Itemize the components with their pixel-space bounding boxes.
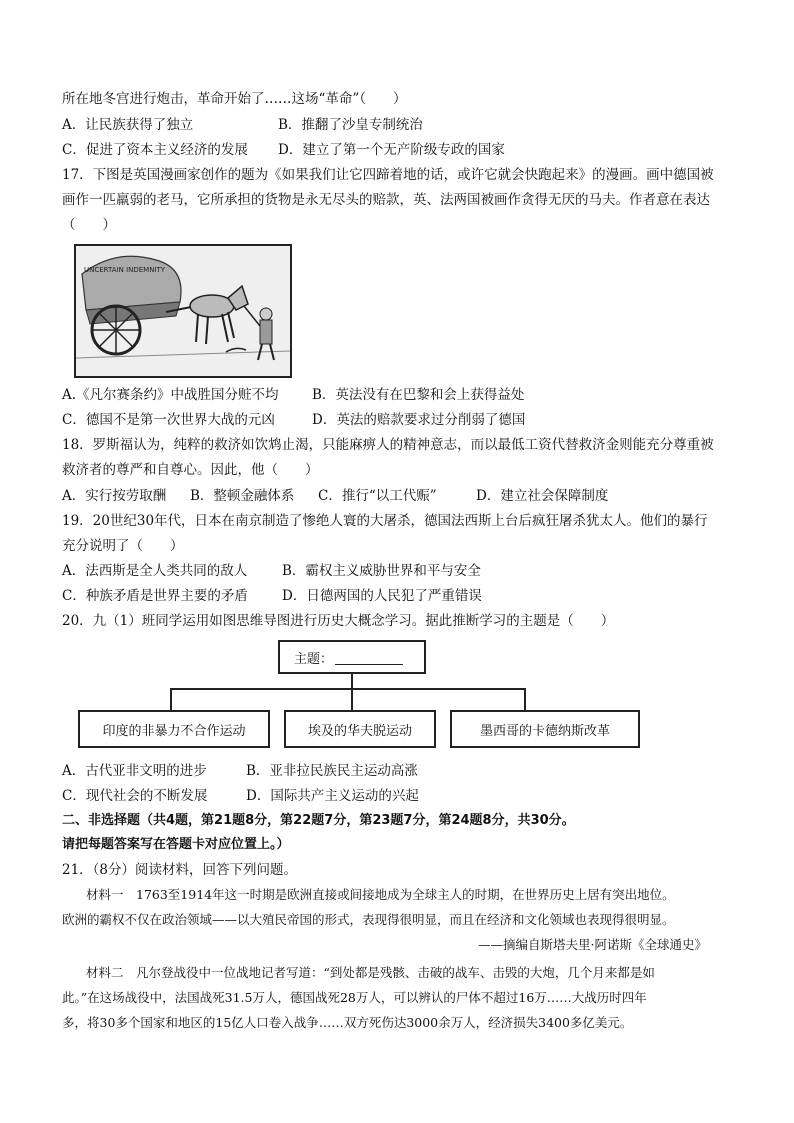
mindmap-connector-bar [170, 688, 526, 690]
mindmap-connector-left [170, 688, 172, 710]
q20-option-c: C．现代社会的不断发展 [62, 788, 208, 804]
mindmap-connector-right [524, 688, 526, 710]
mindmap-topic-blank [335, 650, 403, 665]
q18-option-d: D．建立社会保障制度 [476, 488, 609, 504]
mindmap-child-label: 墨西哥的卡德纳斯改革 [479, 723, 610, 739]
section2-title-line1: 二、非选择题（共4题，第21题8分，第22题7分，第23题7分，第24题8分，共30分。 [62, 813, 575, 828]
mindmap-child-box-1 [78, 710, 270, 748]
q20-option-b: B．亚非拉民族民主运动高涨 [246, 763, 418, 779]
q17-option-d: D．英法的赔款要求过分削弱了德国 [312, 412, 526, 428]
mindmap-connector-stem [351, 674, 353, 688]
q17-stem-line3: （ ） [62, 217, 116, 233]
q21-stem: 21．（8分）阅读材料，回答下列问题。 [62, 862, 298, 878]
q18-option-b: B．整顿金融体系 [190, 488, 295, 504]
q16-option-b: B．推翻了沙皇专制统治 [278, 117, 423, 133]
q18-stem-line2: 救济者的尊严和自尊心。因此，他（ ） [62, 462, 319, 478]
horse-cart-cartoon-icon [76, 246, 290, 376]
mindmap-child-label: 印度的非暴力不合作运动 [102, 723, 246, 739]
q17-option-b: B．英法没有在巴黎和会上获得益处 [312, 387, 525, 403]
q19-stem-line1: 19．20世纪30年代，日本在南京制造了惨绝人寰的大屠杀，德国法西斯上台后疯狂屠杀犹太人。他们的暴行 [62, 513, 708, 529]
q21-material1-line1: 材料一 1763至1914年这一时期是欧洲直接或间接地成为全球主人的时期，在世界历史上居有突出地位。 [86, 887, 675, 902]
mindmap-child-box-3 [450, 710, 640, 748]
q19-option-b: B．霸权主义威胁世界和平与安全 [282, 563, 481, 579]
q19-option-a: A．法西斯是全人类共同的敌人 [62, 563, 248, 579]
q18-option-c: C．推行“以工代赈” [318, 488, 437, 504]
mindmap-child-box-2 [284, 710, 436, 748]
q21-material2-line2: 此。”在这场战役中，法国战死31.5万人，德国战死28万人，可以辨认的尸体不超过16万……大战历时四年 [62, 990, 647, 1005]
q21-material2-line1: 材料二 凡尔登战役中一位战地记者写道：“到处都是残骸、击破的战车、击毁的大炮，几个月来都是如 [86, 965, 655, 980]
q21-material2-line3: 多，将30多个国家和地区的15亿人口卷入战争……双方死伤达3000余万人，经济损失3400多亿美元。 [62, 1015, 633, 1030]
mindmap-topic-label: 主题： [294, 651, 334, 667]
q18-stem-line1: 18．罗斯福认为，纯粹的救济如饮鸩止渴，只能麻痹人的精神意志，而以最低工资代替救济金则能充分尊重被 [62, 437, 714, 453]
cartoon-caption-text: UNCERTAIN INDEMNITY [84, 266, 166, 274]
q17-cartoon-image [74, 244, 292, 378]
q16-option-c: C．促进了资本主义经济的发展 [62, 142, 248, 158]
q18-option-a: A．实行按劳取酬 [62, 488, 167, 504]
q20-option-a: A．古代亚非文明的进步 [62, 763, 207, 779]
mindmap-topic-box [278, 640, 426, 674]
q16-stem: 所在地冬宫进行炮击，革命开始了……这场“革命”（ ） [62, 91, 407, 107]
q19-option-c: C．种族矛盾是世界主要的矛盾 [62, 588, 248, 604]
mindmap-connector-middle [351, 688, 353, 710]
q19-option-d: D．日德两国的人民犯了严重错误 [282, 588, 482, 604]
q16-option-a: A．让民族获得了独立 [62, 117, 194, 133]
q17-option-a: A.《凡尔赛条约》中战胜国分赃不均 [62, 387, 279, 403]
q17-stem-line2: 画作一匹羸弱的老马，它所承担的货物是永无尽头的赔款，英、法两国被画作贪得无厌的马夫。作者意在表达 [62, 192, 710, 208]
q19-stem-line2: 充分说明了（ ） [62, 538, 184, 554]
q20-stem: 20．九（1）班同学运用如图思维导图进行历史大概念学习。据此推断学习的主题是（ ） [62, 613, 615, 629]
q17-stem-line1: 17．下图是英国漫画家创作的题为《如果我们让它四蹄着地的话，或许它就会快跑起来》的漫画。画中德国被 [62, 167, 714, 183]
q16-option-d: D．建立了第一个无产阶级专政的国家 [278, 142, 505, 158]
q20-option-d: D．国际共产主义运动的兴起 [246, 788, 419, 804]
q17-option-c: C．德国不是第一次世界大战的元凶 [62, 412, 275, 428]
q21-material1-source: ——摘编自斯塔夫里·阿诺斯《全球通史》 [478, 937, 707, 952]
section2-title-line2: 请把每题答案写在答题卡对应位置上。） [62, 837, 290, 852]
mindmap-child-label: 埃及的华夫脱运动 [307, 723, 412, 739]
q21-material1-line2: 欧洲的霸权不仅在政治领域——以大殖民帝国的形式，表现得很明显，而且在经济和文化领域也表现得很明显。 [62, 912, 675, 927]
